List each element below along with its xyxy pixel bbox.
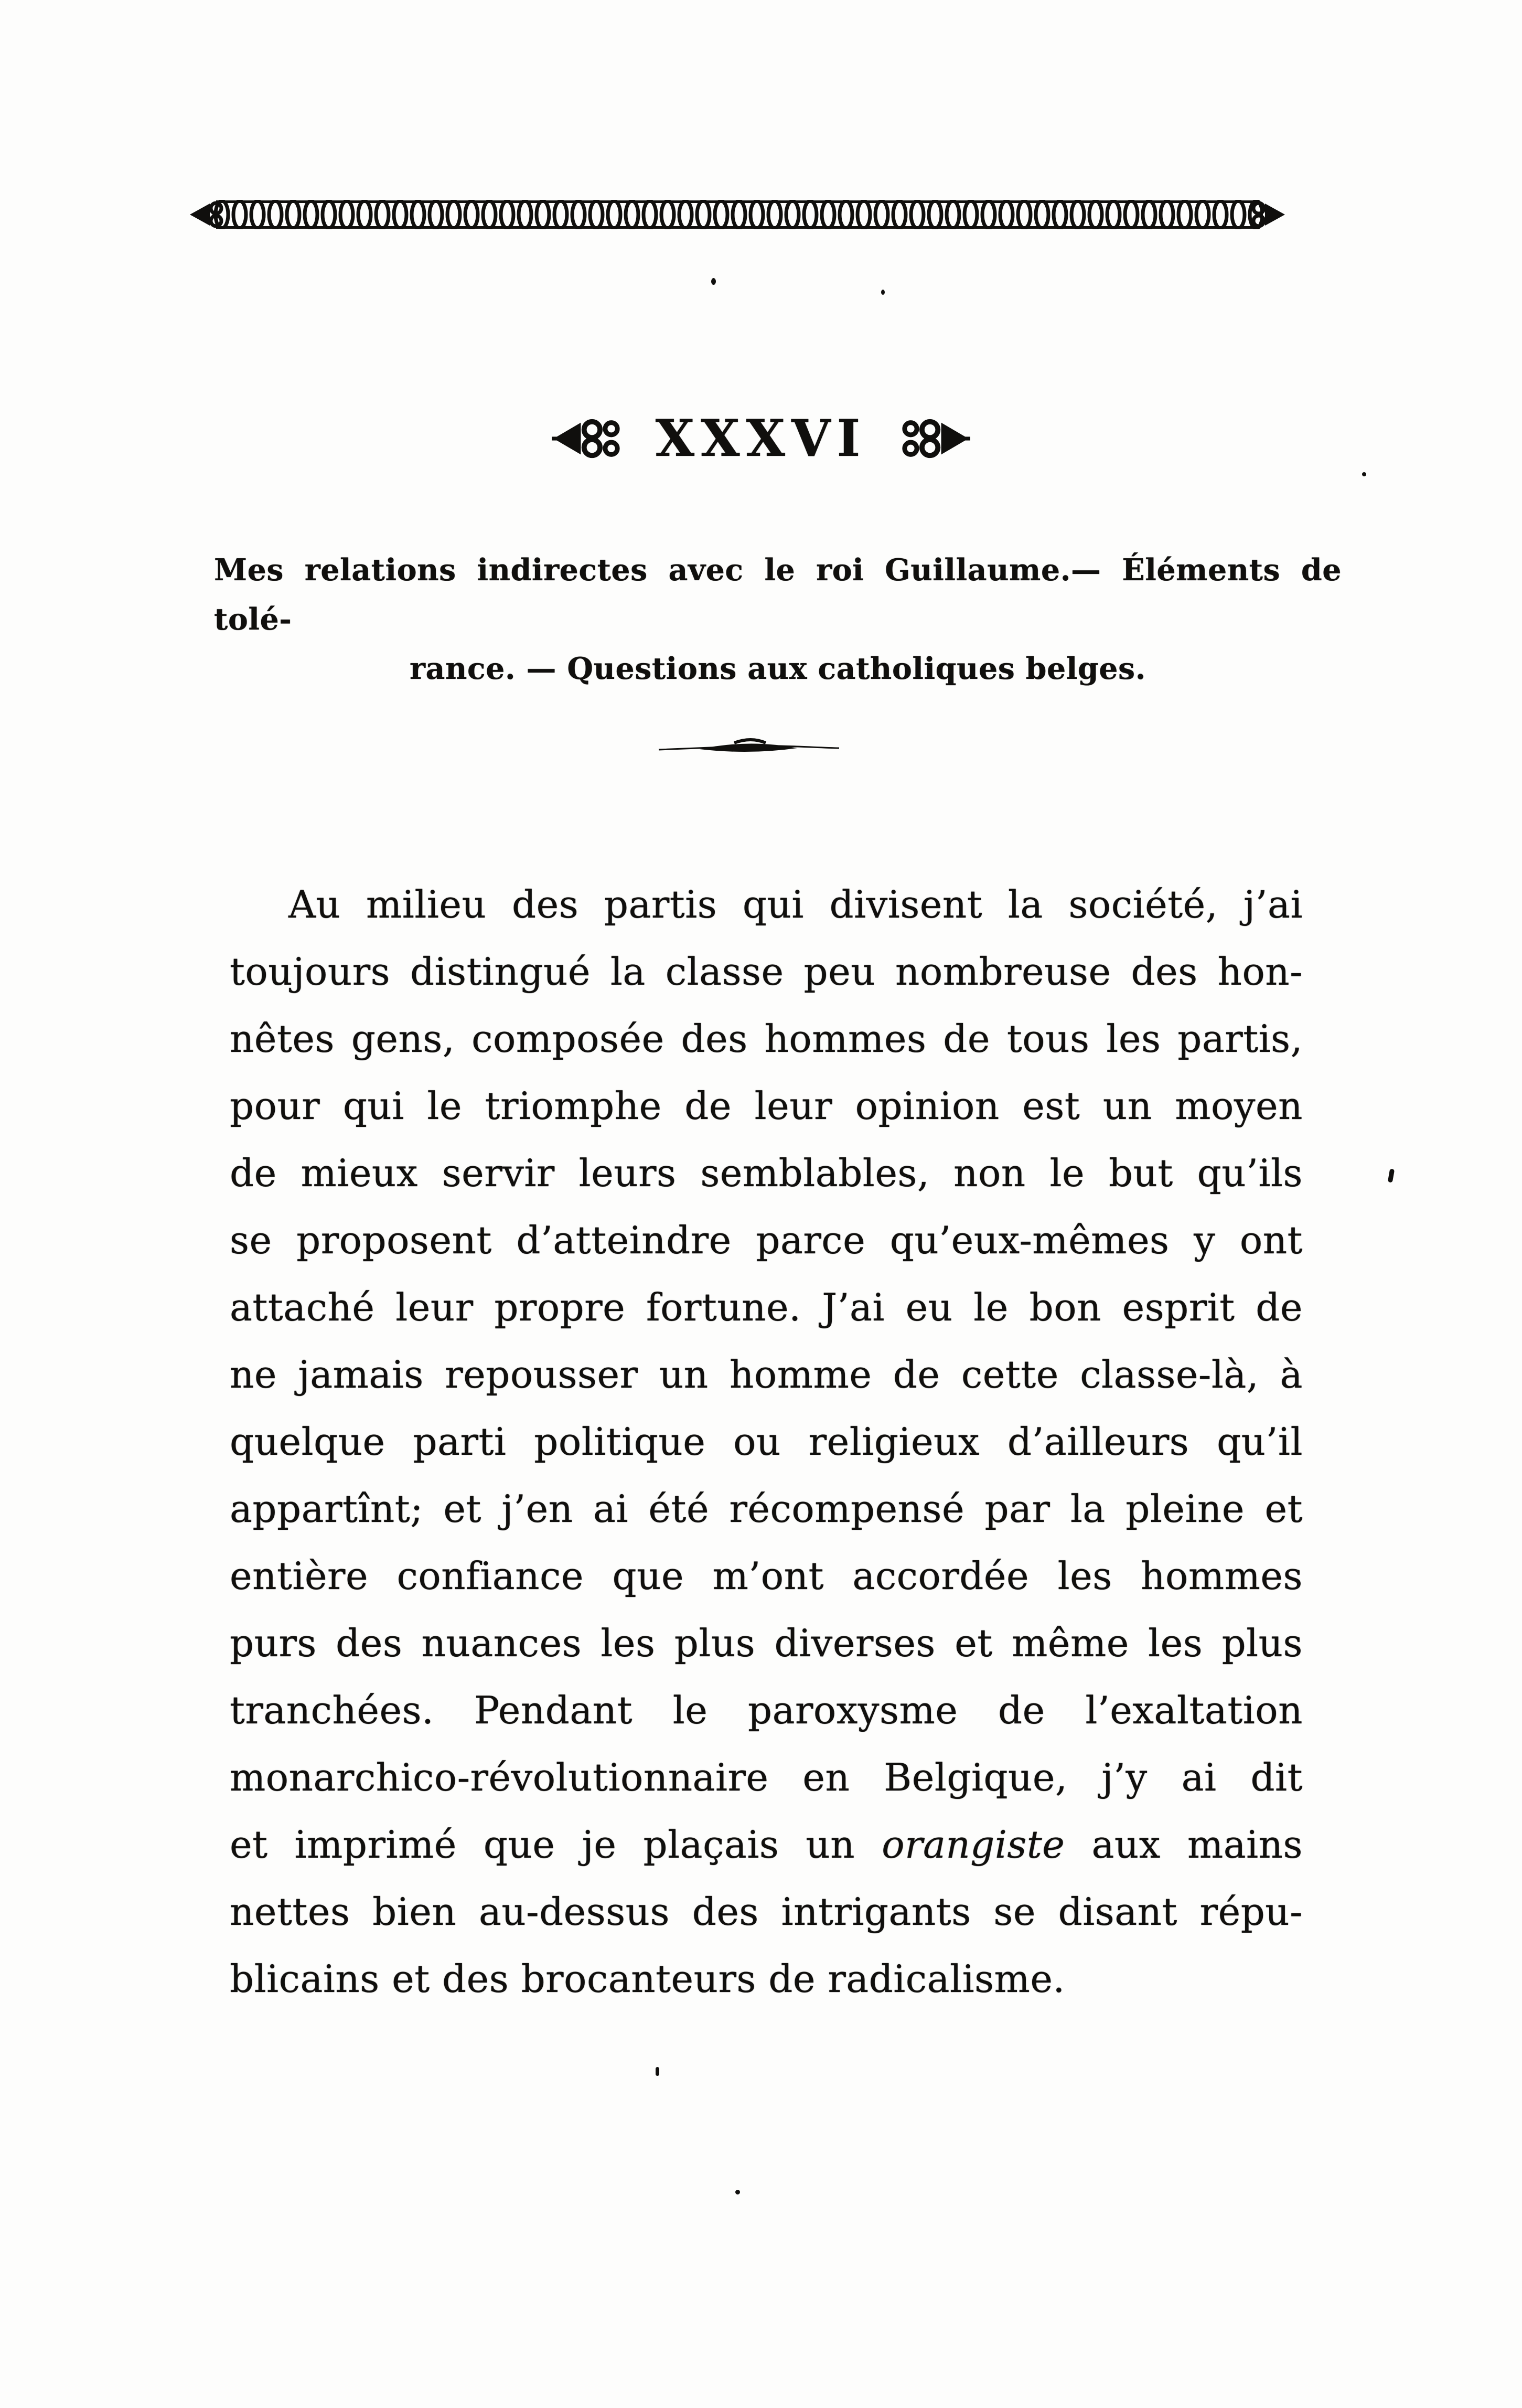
body-line-text: attaché leur propre fortune. J’ai eu le bon esprit de [230, 1285, 1303, 1329]
summary-line: Mes relations indirectes avec le roi Guillaume.— Éléments de tolé- [214, 552, 1342, 637]
coil-band-ornament [189, 198, 1286, 231]
body-line [230, 1878, 1303, 1945]
scan-speck [711, 278, 716, 285]
body-line [230, 1945, 1303, 2012]
body-line-text: entière confiance que m’ont accordée les hommes [230, 1554, 1303, 1598]
body-line-text: Au milieu des partis qui divisent la société, j’ai [288, 882, 1303, 926]
body-line [230, 1744, 1303, 1811]
italic-term: orangiste [882, 1823, 1065, 1867]
body-line [230, 1341, 1303, 1408]
body-paragraph [230, 871, 1303, 2012]
body-line [230, 1610, 1303, 1677]
body-line [230, 1274, 1303, 1341]
scan-speck [656, 2067, 659, 2076]
body-line-text: quelque parti politique ou religieux d’ailleurs qu’il [230, 1420, 1303, 1464]
body-line-text: se proposent d’atteindre parce qu’eux-mêmes y ont [230, 1218, 1303, 1262]
scan-speck [881, 290, 885, 295]
body-line-text: de mieux servir leurs semblables, non le but qu’ils [230, 1151, 1303, 1195]
body-line-text: monarchico-révolutionnaire en Belgique, j’y ai dit [230, 1755, 1303, 1799]
fleuron-left-icon [552, 415, 631, 462]
body-line-text: toujours distingué la classe peu nombreuse des hon- [230, 950, 1303, 994]
body-line [230, 1677, 1303, 1744]
body-line-text: purs des nuances les plus diverses et même les plus [230, 1621, 1303, 1665]
body-line-text: blicains et des brocanteurs de radicalisme. [230, 1957, 1065, 2001]
body-line [230, 1139, 1303, 1207]
chapter-number: XXXVI [655, 409, 867, 468]
body-line-text: tranchées. Pendant le paroxysme de l’exaltation [230, 1688, 1303, 1732]
coil-band-graphic [189, 198, 1286, 231]
body-line [230, 1811, 1303, 1878]
body-line [230, 1072, 1303, 1139]
body-line-text: nêtes gens, composée des hommes de tous les partis, [230, 1017, 1303, 1061]
body-line [230, 871, 1303, 938]
body-line [230, 1542, 1303, 1610]
scan-speck [735, 2190, 740, 2194]
body-line-text: aux mains [1065, 1823, 1303, 1867]
body-line [230, 1207, 1303, 1274]
body-line-text: pour qui le triomphe de leur opinion est un moyen [230, 1084, 1303, 1128]
body-line-text: et imprimé que je plaçais un [230, 1823, 882, 1867]
scan-speck [1388, 1168, 1395, 1182]
body-line [230, 1475, 1303, 1542]
summary-line: rance. — Questions aux catholiques belges. [409, 651, 1146, 686]
body-line [230, 1005, 1303, 1072]
body-line-text: nettes bien au-dessus des intrigants se disant répu- [230, 1890, 1303, 1934]
body-line [230, 938, 1303, 1005]
body-line-text: appartînt; et j’en ai été récompensé par la pleine et [230, 1487, 1303, 1531]
body-line-text: ne jamais repousser un homme de cette classe-là, à [230, 1352, 1303, 1397]
body-line [230, 1408, 1303, 1475]
divider-rule [657, 738, 841, 759]
chapter-heading-row [0, 402, 1522, 475]
chapter-summary [214, 546, 1342, 694]
fleuron-right-icon [891, 415, 970, 462]
scan-speck [1362, 472, 1366, 476]
